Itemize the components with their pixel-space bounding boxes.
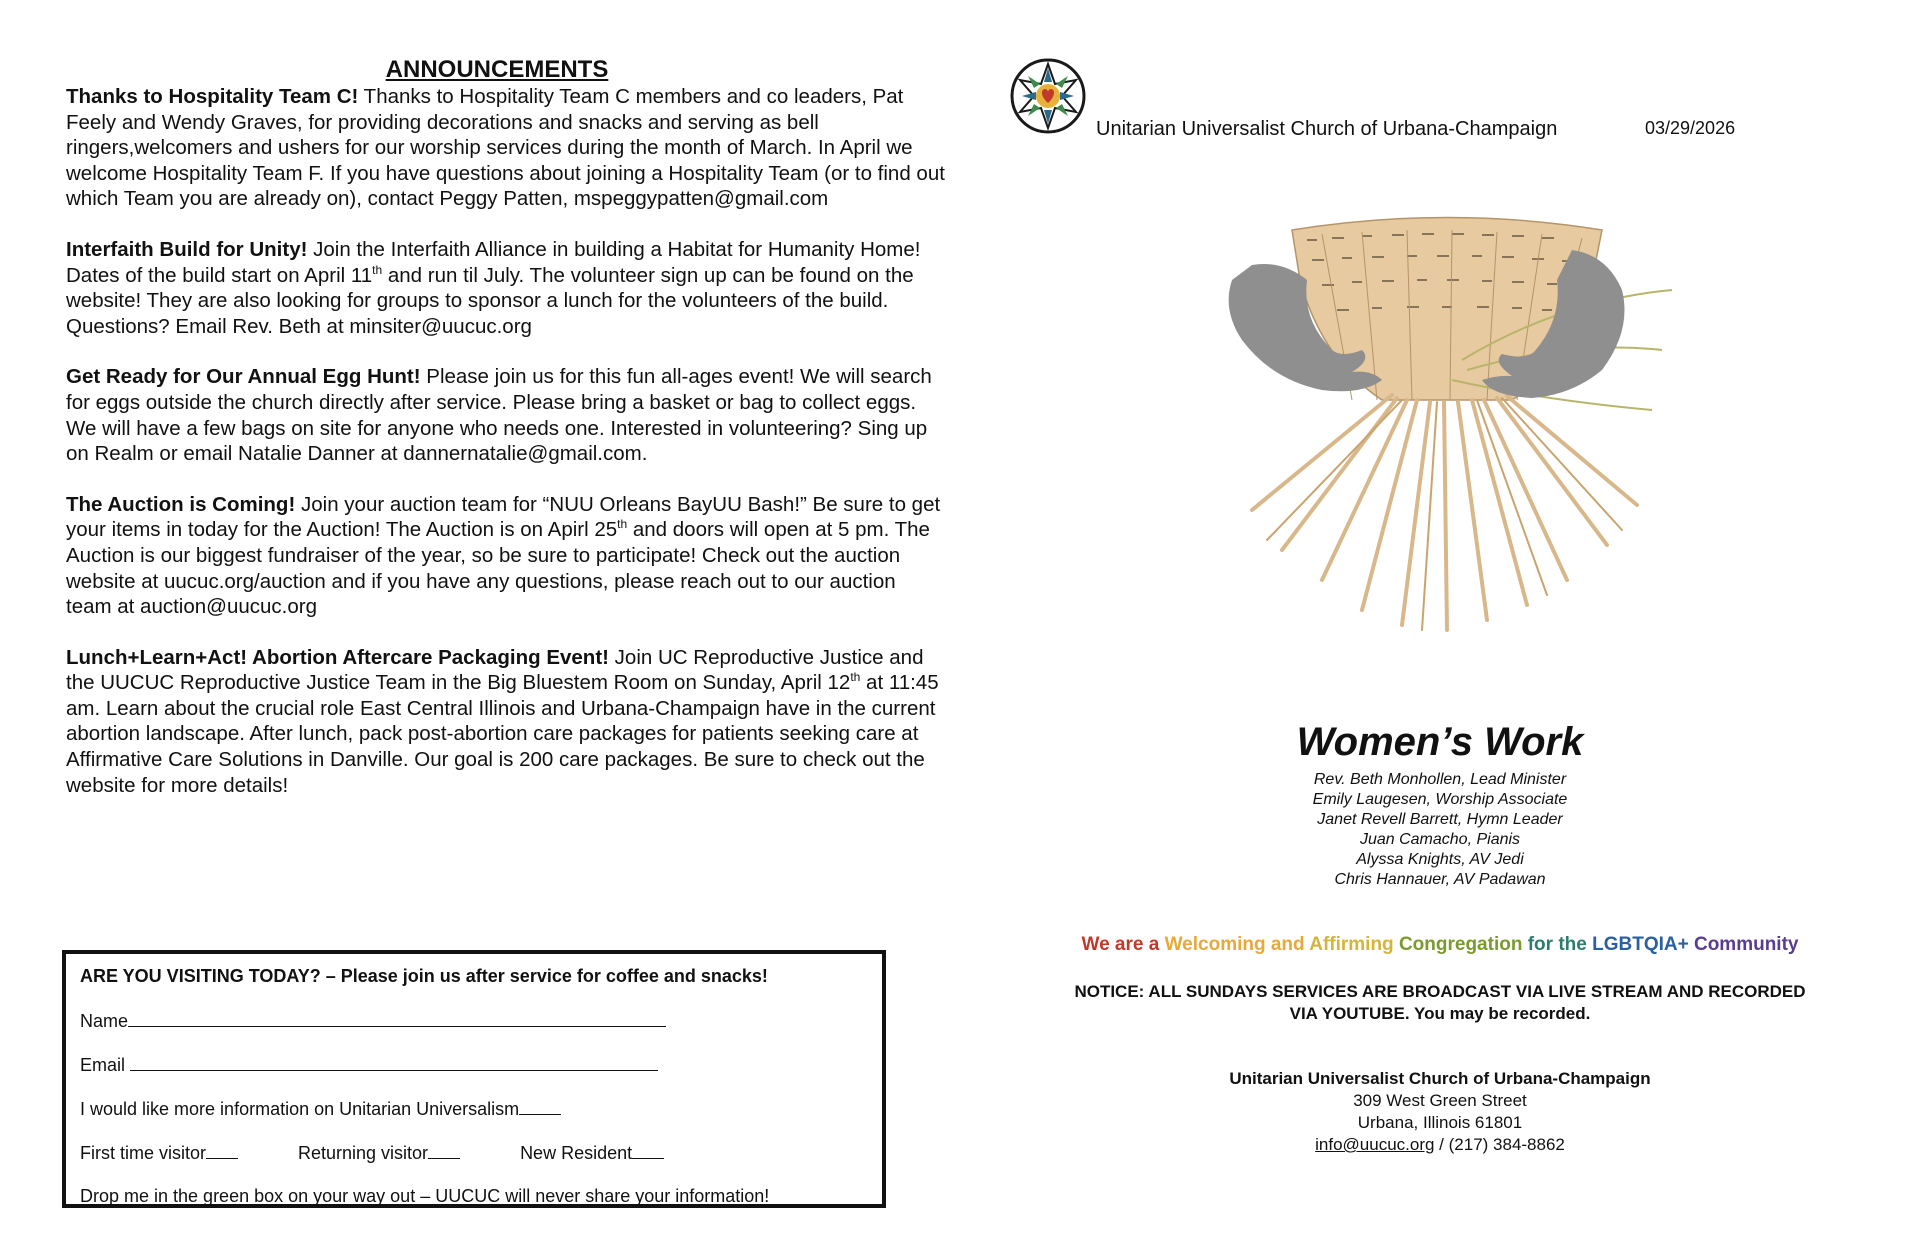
cover-section: [1000, 0, 1880, 1242]
welcome-word-1: Welcoming and: [1164, 934, 1310, 955]
welcoming-statement: [1000, 934, 1880, 956]
church-address: [1000, 1068, 1880, 1156]
announcement-body: Please join us for this fun all-ages event! We will search for eggs outside the church directly after service. Please bring a basket or bag to collect eggs. We will have a few bags on site for anyone who needs one. Interested in volunteering? Sing up on Realm or email Natalie Danner at dannernatalie@gmail.com.: [66, 365, 932, 466]
new-resident-field[interactable]: [632, 1140, 664, 1159]
ordinal-suffix: th: [372, 262, 383, 277]
address-church-name: Unitarian Universalist Church of Urbana-Champaign: [1229, 1069, 1651, 1088]
announcement-body: Join UC Reproductive Justice and the UUCUC Reproductive Justice Team in the Big Bluestem Room on Sunday, April 12: [66, 645, 924, 695]
announcement-body: and doors will open at 5 pm. The Auction is our biggest fundraiser of the year, so be sure to participate! Check out the auction website at uucuc.org/auction and if you have any questions, please reach out to our auction team at auction@uucuc.org: [66, 518, 930, 619]
returning-field[interactable]: [428, 1140, 460, 1159]
announcement-auction: [66, 492, 946, 620]
announcement-title: Get Ready for Our Annual Egg Hunt!: [66, 365, 421, 389]
staff-member: Janet Revell Barrett, Hymn Leader: [1317, 811, 1563, 828]
welcome-word-6: Community: [1693, 934, 1799, 955]
announcement-title: Thanks to Hospitality Team C!: [66, 85, 359, 108]
first-time-field[interactable]: [206, 1140, 238, 1159]
announcement-interfaith: [66, 237, 946, 339]
name-field[interactable]: [128, 1008, 666, 1027]
new-resident-label: New Resident: [520, 1143, 633, 1163]
visitor-form-footer: Drop me in the green box on your way out – UUCUC will never share your information!: [80, 1186, 770, 1206]
church-chalice-logo-icon: [1010, 58, 1086, 134]
announcement-title: The Auction is Coming!: [66, 492, 296, 516]
announcements-section: [66, 56, 946, 823]
address-city: Urbana, Illinois 61801: [1357, 1113, 1523, 1132]
welcome-word-5: LGBTQIA+: [1592, 934, 1694, 955]
notice-line: NOTICE: ALL SUNDAYS SERVICES ARE BROADCAST VIA LIVE STREAM AND RECORDED: [1074, 982, 1806, 1001]
returning-label: Returning visitor: [298, 1143, 429, 1163]
service-title: Women’s Work: [1296, 720, 1584, 764]
hands-weaving-basket-illustration: [1212, 210, 1682, 640]
announcement-title: Lunch+Learn+Act! Abortion Aftercare Packaging Event!: [66, 645, 609, 669]
announcement-body: Join your auction team for “NUU Orleans BayUU Bash!” Be sure to get your items in today for the Auction! The Auction is on Apirl 25: [66, 492, 941, 542]
first-time-label: First time visitor: [80, 1143, 206, 1163]
church-header-name: Unitarian Universalist Church of Urbana-Champaign: [1096, 118, 1558, 140]
announcement-egg-hunt: [66, 364, 946, 466]
name-row: [80, 1008, 870, 1052]
visitor-type-row: [80, 1140, 870, 1184]
info-row: [80, 1096, 870, 1140]
announcement-body: Join the Interfaith Alliance in building a Habitat for Humanity Home! Dates of the build start on April 11: [66, 237, 921, 287]
info-checkbox-line[interactable]: [519, 1096, 561, 1115]
announcement-hospitality: [66, 84, 946, 212]
phone-number: / (217) 384-8862: [1434, 1135, 1565, 1154]
staff-member: Juan Camacho, Pianis: [1359, 831, 1521, 848]
notice-line: VIA YOUTUBE. You may be recorded.: [1289, 1004, 1591, 1023]
announcement-title: Interfaith Build for Unity!: [66, 237, 308, 261]
visitor-form: [62, 950, 886, 1208]
ordinal-suffix: th: [850, 670, 861, 685]
visitor-form-heading: ARE YOU VISITING TODAY? – Please join us after service for coffee and snacks!: [80, 966, 768, 986]
welcome-word-4: for the: [1527, 934, 1593, 955]
email-link[interactable]: info@uucuc.org: [1315, 1135, 1435, 1154]
staff-list: [1000, 770, 1880, 890]
staff-member: Alyssa Knights, AV Jedi: [1356, 851, 1524, 868]
broadcast-notice: [1000, 981, 1880, 1025]
announcement-lunch-learn: [66, 645, 946, 799]
address-street: 309 West Green Street: [1353, 1091, 1527, 1110]
bulletin-date: 03/29/2026: [1645, 118, 1736, 138]
name-label: Name: [80, 1011, 129, 1031]
contact-line: [1000, 1134, 1880, 1156]
welcome-word-2: Affirming: [1309, 934, 1399, 955]
announcement-body: Thanks to Hospitality Team C members and co leaders, Pat Feely and Wendy Graves, for providing decorations and snacks and serving as bell ringers,welcomers and ushers for our worship services during the month of March. In April we welcome Hospitality Team F. If you have questions about joining a Hospitality Team (or to find out which Team you are already on), contact Peggy Patten, mspeggypatten@gmail.com: [66, 85, 945, 211]
announcement-body: at 11:45 am. Learn about the crucial role East Central Illinois and Urbana-Champaign have in the current abortion landscape. After lunch, pack post-abortion care packages for patients seeking care at Affirmative Care Solutions in Danville. Our goal is 200 care packages. Be sure to check out the website for more details!: [66, 671, 939, 797]
announcements-heading: ANNOUNCEMENTS: [385, 56, 609, 83]
staff-member: Chris Hannauer, AV Padawan: [1334, 871, 1546, 888]
welcome-word-3: Congregation: [1398, 934, 1528, 955]
staff-member: Emily Laugesen, Worship Associate: [1312, 791, 1568, 808]
staff-member: Rev. Beth Monhollen, Lead Minister: [1313, 771, 1567, 788]
ordinal-suffix: th: [617, 517, 628, 532]
welcome-word-0: We are a: [1081, 934, 1165, 955]
announcement-body: and run til July. The volunteer sign up can be found on the website! They are also looking for groups to sponsor a lunch for the volunteers of the build. Questions? Email Rev. Beth at minsiter@uucuc.org: [66, 263, 914, 338]
info-label: I would like more information on Unitarian Universalism: [80, 1099, 520, 1119]
email-row: [80, 1052, 870, 1096]
email-label: Email: [80, 1055, 131, 1075]
email-field[interactable]: [130, 1052, 658, 1071]
